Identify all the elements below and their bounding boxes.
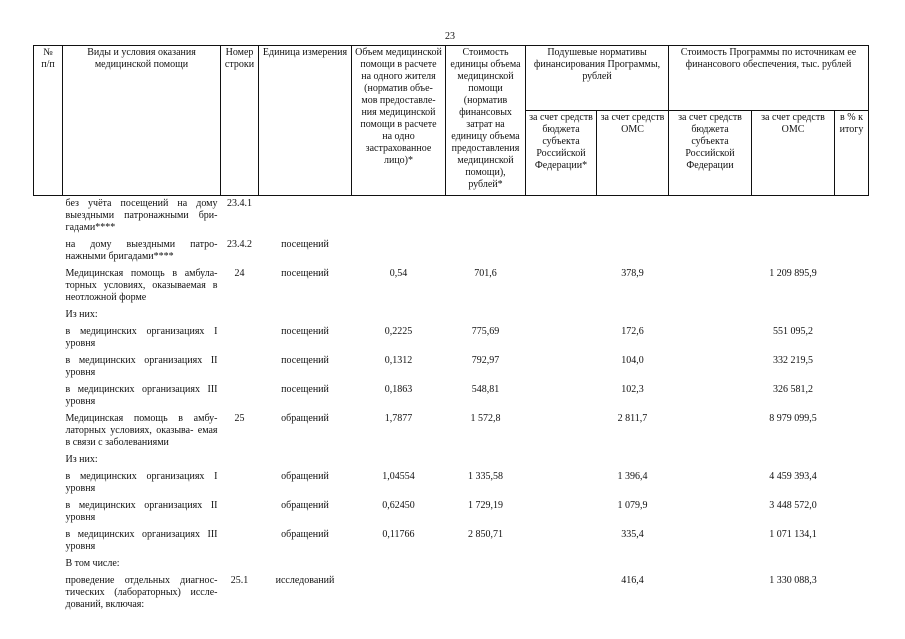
row-pc-oms xyxy=(597,196,669,238)
num-cell xyxy=(34,307,63,324)
row-cost: 701,6 xyxy=(474,268,497,279)
row-prog-pct xyxy=(835,556,869,573)
num-cell xyxy=(34,498,63,527)
row-volume xyxy=(352,307,446,324)
row-prog-pct xyxy=(835,324,869,353)
row-code xyxy=(221,469,259,498)
table-row xyxy=(34,573,869,614)
row-name: Медицинская помощь в амбула- торных условиях, оказываемая в неотложной форме xyxy=(65,268,218,303)
row-cost: 1 572,8 xyxy=(470,413,501,424)
row-code: 25 xyxy=(234,413,245,424)
table-row xyxy=(34,324,869,353)
row-pc-budget xyxy=(526,237,597,266)
table-row xyxy=(34,307,869,324)
row-unit: обращений xyxy=(281,413,329,424)
row-pc-oms xyxy=(597,556,669,573)
row-cost xyxy=(446,452,526,469)
row-code xyxy=(221,498,259,527)
row-volume: 0,62450 xyxy=(382,500,415,511)
row-pc-budget xyxy=(526,452,597,469)
num-cell xyxy=(34,237,63,266)
row-prog-budget xyxy=(669,469,752,498)
row-cost: 792,97 xyxy=(471,355,500,366)
table-row xyxy=(34,556,869,573)
table-row xyxy=(34,237,869,266)
row-volume: 0,1312 xyxy=(384,355,413,366)
table-row xyxy=(34,196,869,238)
row-name: проведение отдельных диагнос- тических (лабораторных) иссле- дований, включая: xyxy=(65,575,218,610)
row-cost: 1 729,19 xyxy=(468,500,503,511)
row-prog-oms: 8 979 099,5 xyxy=(769,413,817,424)
row-unit: исследований xyxy=(275,575,335,586)
row-pc-budget xyxy=(526,307,597,324)
row-prog-pct xyxy=(835,266,869,307)
table-row xyxy=(34,452,869,469)
num-cell xyxy=(34,411,63,452)
num-cell xyxy=(34,527,63,556)
row-prog-pct xyxy=(835,307,869,324)
col-kinds-header: Виды и условия оказания медицинской помощи xyxy=(63,46,221,196)
col-prog-oms-header: за счет средств ОМС xyxy=(752,111,835,196)
table-row xyxy=(34,353,869,382)
row-volume: 0,1863 xyxy=(384,384,413,395)
row-unit xyxy=(259,196,352,238)
row-prog-pct xyxy=(835,237,869,266)
row-cost: 1 335,58 xyxy=(468,471,503,482)
row-name: на дому выездными патро- нажными бригадами**** xyxy=(65,239,218,262)
row-name: Медицинская помощь в амбу- латорных условиях, оказыва- емая в связи с заболеваниями xyxy=(65,413,218,448)
row-volume: 1,7877 xyxy=(384,413,413,424)
row-code xyxy=(221,452,259,469)
row-prog-pct xyxy=(835,498,869,527)
row-volume: 0,2225 xyxy=(384,326,413,337)
row-prog-pct xyxy=(835,353,869,382)
num-cell xyxy=(34,353,63,382)
row-prog-budget xyxy=(669,324,752,353)
row-prog-oms xyxy=(752,452,835,469)
row-prog-oms xyxy=(752,237,835,266)
row-unit: обращений xyxy=(281,529,329,540)
row-cost: 2 850,71 xyxy=(468,529,503,540)
row-pc-budget xyxy=(526,266,597,307)
col-unit-header: Единица измерения xyxy=(259,46,352,196)
row-prog-oms xyxy=(752,307,835,324)
row-prog-oms xyxy=(752,196,835,238)
row-cost: 775,69 xyxy=(471,326,500,337)
row-code xyxy=(221,353,259,382)
table-row xyxy=(34,382,869,411)
num-cell xyxy=(34,556,63,573)
row-pc-budget xyxy=(526,527,597,556)
row-pc-oms: 1 079,9 xyxy=(617,500,648,511)
row-pc-budget xyxy=(526,324,597,353)
row-volume: 1,04554 xyxy=(382,471,415,482)
page-number: 23 xyxy=(445,31,455,42)
row-name: в медицинских организациях I уровня xyxy=(65,471,218,494)
row-prog-budget xyxy=(669,237,752,266)
row-prog-budget xyxy=(669,527,752,556)
row-cost xyxy=(446,196,526,238)
row-code xyxy=(221,382,259,411)
row-volume xyxy=(352,573,446,614)
row-prog-budget xyxy=(669,452,752,469)
col-pc-oms-header: за счет средств ОМС xyxy=(597,111,669,196)
row-pc-budget xyxy=(526,469,597,498)
row-prog-pct xyxy=(835,382,869,411)
table-body xyxy=(34,196,869,615)
row-unit: посещений xyxy=(281,384,329,395)
row-prog-oms: 3 448 572,0 xyxy=(769,500,817,511)
row-volume: 0,54 xyxy=(389,268,408,279)
row-prog-pct xyxy=(835,573,869,614)
table-row xyxy=(34,498,869,527)
col-volume-header: Объем медицинской помощи в расчете на одного жителя (норматив объе- мов предоставле- ния медицинской помощи в расчете на одно застрахованное лицо)* xyxy=(352,46,446,196)
row-cost xyxy=(446,556,526,573)
row-volume xyxy=(352,196,446,238)
num-cell xyxy=(34,469,63,498)
col-pc-budget-header: за счет средств бюджета субъекта Российской Федерации* xyxy=(526,111,597,196)
row-prog-budget xyxy=(669,498,752,527)
row-volume: 0,11766 xyxy=(382,529,415,540)
row-prog-oms: 332 219,5 xyxy=(773,355,813,366)
row-unit: посещений xyxy=(281,326,329,337)
num-cell xyxy=(34,382,63,411)
row-unit: обращений xyxy=(281,500,329,511)
row-prog-budget xyxy=(669,411,752,452)
row-prog-oms: 4 459 393,4 xyxy=(769,471,817,482)
row-code: 24 xyxy=(234,268,245,279)
row-pc-budget xyxy=(526,196,597,238)
row-unit: посещений xyxy=(281,355,329,366)
row-unit: обращений xyxy=(281,471,329,482)
row-pc-oms: 104,0 xyxy=(621,355,644,366)
row-pc-oms: 1 396,4 xyxy=(617,471,648,482)
row-name: без учёта посещений на дому выездными патронажными бри- гадами**** xyxy=(65,198,218,233)
row-pc-oms: 102,3 xyxy=(621,384,644,395)
row-pc-oms: 2 811,7 xyxy=(617,413,648,424)
row-prog-oms: 1 071 134,1 xyxy=(769,529,817,540)
row-pc-oms: 378,9 xyxy=(621,268,644,279)
row-pc-oms xyxy=(597,452,669,469)
row-pc-oms xyxy=(597,307,669,324)
row-prog-budget xyxy=(669,573,752,614)
row-pc-oms: 416,4 xyxy=(621,575,644,586)
row-pc-budget xyxy=(526,353,597,382)
row-prog-pct xyxy=(835,469,869,498)
row-prog-oms xyxy=(752,556,835,573)
row-prog-budget xyxy=(669,307,752,324)
row-prog-budget xyxy=(669,196,752,238)
row-code: 23.4.1 xyxy=(227,198,252,209)
row-cost: 548,81 xyxy=(471,384,500,395)
table-row xyxy=(34,266,869,307)
col-rowno-header: Номер строки xyxy=(221,46,259,196)
row-pc-budget xyxy=(526,411,597,452)
row-pc-budget xyxy=(526,498,597,527)
row-unit: посещений xyxy=(281,268,329,279)
num-cell xyxy=(34,452,63,469)
row-prog-pct xyxy=(835,196,869,238)
col-prog-pct-header: в % к итогу xyxy=(835,111,869,196)
row-name: в медицинских организациях III уровня xyxy=(65,384,218,407)
row-pc-budget xyxy=(526,382,597,411)
row-prog-budget xyxy=(669,266,752,307)
row-pc-oms: 335,4 xyxy=(621,529,644,540)
row-name: В том числе: xyxy=(65,558,120,569)
row-volume xyxy=(352,237,446,266)
row-prog-oms: 326 581,2 xyxy=(773,384,813,395)
row-cost xyxy=(446,237,526,266)
row-volume xyxy=(352,452,446,469)
row-prog-pct xyxy=(835,452,869,469)
num-cell xyxy=(34,324,63,353)
col-percapita-header: Подушевые нормативы финансирования Программы, рублей xyxy=(526,46,669,111)
col-prog-budget-header: за счет средств бюджета субъекта Российской Федерации xyxy=(669,111,752,196)
row-prog-budget xyxy=(669,382,752,411)
financing-table xyxy=(33,45,869,614)
row-unit xyxy=(259,452,352,469)
table-row xyxy=(34,527,869,556)
row-name: в медицинских организациях I уровня xyxy=(65,326,218,349)
row-unit xyxy=(259,307,352,324)
row-volume xyxy=(352,556,446,573)
row-unit: посещений xyxy=(281,239,329,250)
row-pc-oms: 172,6 xyxy=(621,326,644,337)
row-prog-pct xyxy=(835,527,869,556)
row-cost xyxy=(446,307,526,324)
col-cost-header: Стоимость единицы объема медицинской помощи (норматив финансовых затрат на единицу объема предоставления медицинской помощи), рублей* xyxy=(446,46,526,196)
num-cell xyxy=(34,196,63,238)
col-num-header: № п/п xyxy=(34,46,63,196)
num-cell xyxy=(34,573,63,614)
table-row xyxy=(34,469,869,498)
row-code xyxy=(221,527,259,556)
row-cost xyxy=(446,573,526,614)
row-pc-oms xyxy=(597,237,669,266)
num-cell xyxy=(34,266,63,307)
row-pc-budget xyxy=(526,556,597,573)
row-pc-budget xyxy=(526,573,597,614)
row-prog-budget xyxy=(669,353,752,382)
col-programcost-header: Стоимость Программы по источникам ее финансового обеспечения, тыс. рублей xyxy=(669,46,869,111)
row-name: Из них: xyxy=(65,309,98,320)
row-code xyxy=(221,556,259,573)
row-prog-budget xyxy=(669,556,752,573)
row-code xyxy=(221,324,259,353)
row-name: Из них: xyxy=(65,454,98,465)
row-prog-oms: 1 209 895,9 xyxy=(769,268,817,279)
row-code xyxy=(221,307,259,324)
row-unit xyxy=(259,556,352,573)
row-prog-oms: 551 095,2 xyxy=(773,326,813,337)
row-prog-oms: 1 330 088,3 xyxy=(769,575,817,586)
row-prog-pct xyxy=(835,411,869,452)
row-name: в медицинских организациях III уровня xyxy=(65,529,218,552)
row-code: 23.4.2 xyxy=(227,239,252,250)
table-row xyxy=(34,411,869,452)
row-name: в медицинских организациях II уровня xyxy=(65,355,218,378)
row-code: 25.1 xyxy=(230,575,249,586)
row-name: в медицинских организациях II уровня xyxy=(65,500,218,523)
